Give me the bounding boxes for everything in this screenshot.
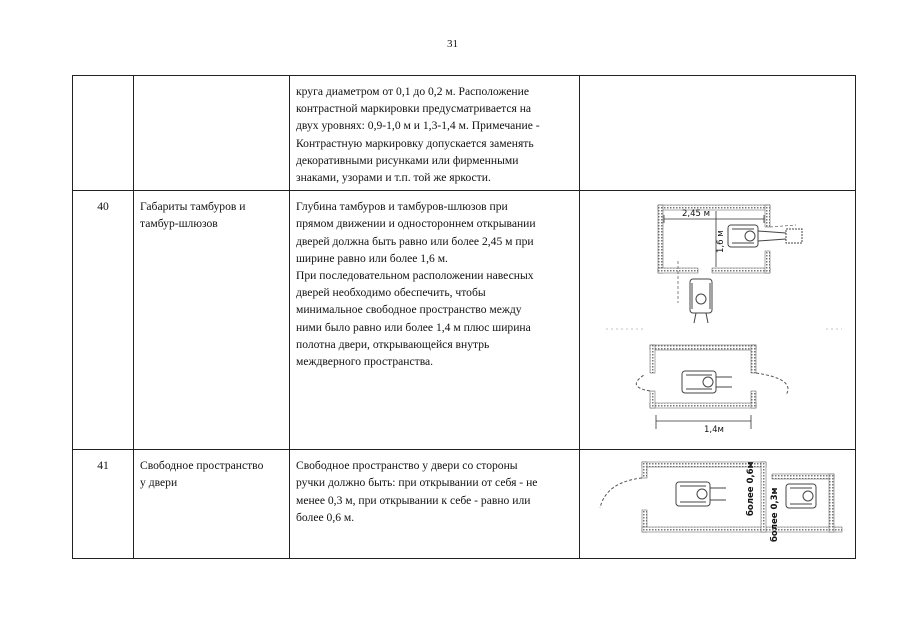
row-title bbox=[134, 191, 290, 450]
description-line: дверей необходимо обеспечить, чтобы bbox=[296, 286, 486, 300]
vestibule-walls-top bbox=[658, 205, 770, 273]
wheelchair-icon bbox=[728, 225, 802, 247]
door-walls bbox=[642, 462, 842, 532]
row-title bbox=[134, 76, 290, 191]
table-row bbox=[73, 76, 856, 191]
description-line: менее 0,3 м, при открывании к себе - равно или bbox=[296, 493, 531, 507]
title-line: у двери bbox=[140, 476, 178, 490]
vestibule-walls-bottom bbox=[650, 345, 756, 408]
gap-dimension-label: 1,4м bbox=[704, 425, 724, 436]
wheelchair-icon bbox=[690, 279, 712, 323]
row-illustration bbox=[580, 76, 856, 191]
description-line: знаками, узорами и т.п. той же яркости. bbox=[296, 171, 491, 185]
row-description bbox=[290, 450, 580, 559]
description-line: круга диаметром от 0,1 до 0,2 м. Расположение bbox=[296, 85, 529, 98]
title-line: Свободное пространство bbox=[140, 459, 264, 473]
wheelchair-icon bbox=[786, 484, 816, 508]
description-line: двух уровнях: 0,9-1,0 м и 1,3-1,4 м. Примечание - bbox=[296, 119, 540, 133]
description-line: ними было равно или более 1,4 м плюс ширина bbox=[296, 320, 531, 334]
depth-dimension-label: 2,45 м bbox=[682, 209, 711, 220]
row-description bbox=[290, 76, 580, 191]
description-line: ручки должно быть: при открывании от себя - не bbox=[296, 476, 538, 490]
title-line: тамбур-шлюзов bbox=[140, 217, 218, 231]
description-line: При последовательном расположении навесных bbox=[296, 269, 534, 283]
row-number bbox=[73, 76, 134, 191]
description-line: ширине равно или более 1,6 м. bbox=[296, 251, 448, 265]
wheelchair-icon bbox=[682, 371, 732, 393]
wheelchair-icon bbox=[676, 482, 726, 506]
row-illustration bbox=[580, 191, 856, 450]
description-line: Контрастную маркировку допускается заменять bbox=[296, 136, 534, 150]
requirements-table bbox=[72, 75, 856, 559]
description-line: контрастной маркировки предусматривается на bbox=[296, 102, 532, 116]
title-line: Габариты тамбуров и bbox=[140, 200, 246, 214]
description-line: декоративными рисунками или фирменными bbox=[296, 153, 519, 167]
width-dimension-label: 1,6 м bbox=[716, 230, 726, 254]
description-line: прямом движении и одностороннем открывании bbox=[296, 217, 536, 231]
door-clearance-figure bbox=[586, 454, 850, 546]
row-number: 41 bbox=[73, 450, 134, 559]
row-illustration bbox=[580, 450, 856, 559]
description-line: минимальное свободное пространство между bbox=[296, 303, 522, 317]
description-line: дверей должна быть равно или более 2,45 м при bbox=[296, 234, 534, 248]
description-line: междверного пространства. bbox=[296, 355, 434, 369]
row-description bbox=[290, 191, 580, 450]
table-row bbox=[73, 191, 856, 450]
push-clearance-label: более 0,3м bbox=[770, 487, 780, 543]
description-line: более 0,6 м. bbox=[296, 510, 355, 524]
page-number: 31 bbox=[447, 38, 458, 50]
vestibule-plan-figure bbox=[586, 195, 850, 435]
table-row bbox=[73, 450, 856, 559]
description-line: полотна двери, открывающейся внутрь bbox=[296, 337, 490, 351]
description-line: Глубина тамбуров и тамбуров-шлюзов при bbox=[296, 200, 508, 214]
row-title bbox=[134, 450, 290, 559]
row-number: 40 bbox=[73, 191, 134, 450]
description-line: Свободное пространство у двери со стороны bbox=[296, 459, 518, 473]
pull-clearance-label: более 0,6м bbox=[746, 461, 756, 517]
